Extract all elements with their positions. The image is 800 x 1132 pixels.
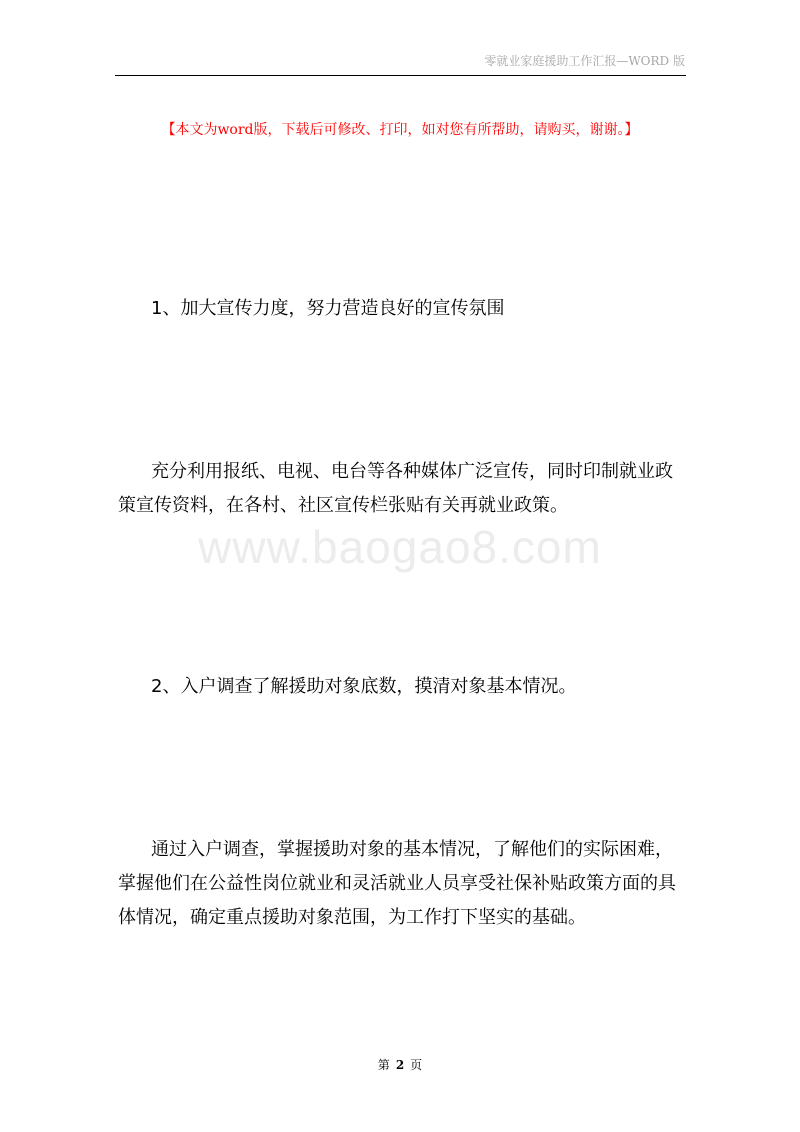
watermark: www.baogao8.com [198,521,602,573]
section-heading-2: 2、入户调查了解援助对象底数，摸清对象基本情况。 [151,676,577,697]
footer-prefix: 第 [377,1058,390,1072]
page-number: 2 [395,1058,405,1072]
footer-suffix: 页 [410,1058,423,1072]
header-divider [115,75,686,76]
section-heading-1: 1、加大宣传力度，努力营造良好的宣传氛围 [151,298,505,319]
running-header: 零就业家庭援助工作汇报—WORD 版 [484,54,685,68]
page-footer [0,1056,800,1073]
download-notice: 【本文为word版，下载后可修改、打印，如对您有所帮助，请购买，谢谢。】 [161,122,639,138]
body-paragraph-1: 充分利用报纸、电视、电台等各种媒体广泛宣传，同时印制就业政策宣传资料，在各村、社区宣传栏张贴有关再就业政策。 [118,461,673,516]
body-paragraph-2: 通过入户调查，掌握援助对象的基本情况，了解他们的实际困难，掌握他们在公益性岗位就业和灵活就业人员享受社保补贴政策方面的具体情况，确定重点援助对象范围，为工作打下坚实的基础。 [118,839,676,928]
